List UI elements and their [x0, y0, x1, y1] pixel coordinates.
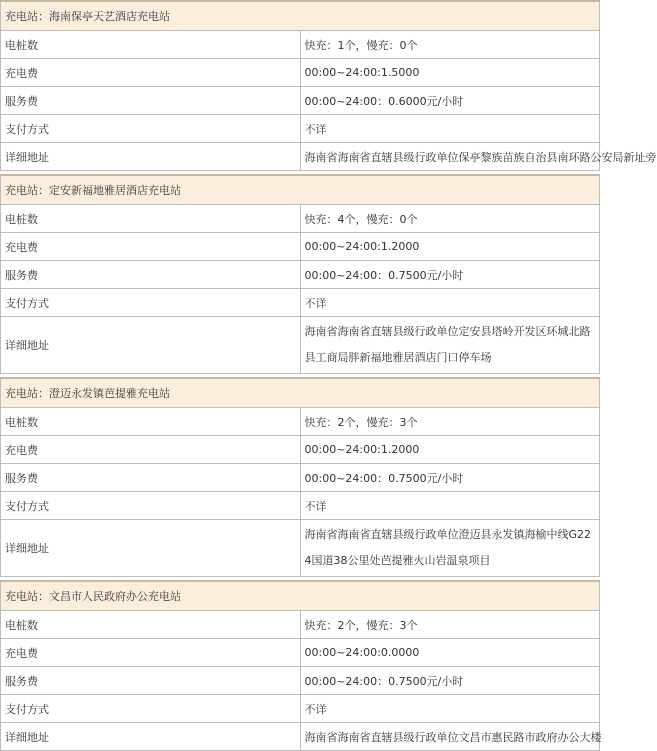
field-value: 00:00~24:00：0.6000元/小时 — [300, 87, 600, 115]
field-label: 支付方式 — [1, 289, 301, 317]
station-header-row — [1, 175, 600, 205]
field-value: 快充：2个，慢充：3个 — [300, 611, 600, 639]
table-row — [1, 520, 600, 577]
field-value: 00:00~24:00:1.2000 — [300, 436, 600, 464]
field-label: 服务费 — [1, 261, 301, 289]
field-value: 不详 — [300, 695, 600, 723]
field-label: 详细地址 — [1, 723, 301, 751]
field-value: 00:00~24:00：0.7500元/小时 — [300, 261, 600, 289]
table-row — [1, 639, 600, 667]
field-value: 快充：2个，慢充：3个 — [300, 408, 600, 436]
table-row — [1, 317, 600, 374]
station-table — [0, 580, 600, 751]
field-label: 详细地址 — [1, 143, 301, 171]
field-value: 海南省海南省直辖县级行政单位保亭黎族苗族自治县南环路公安局新址旁 — [300, 143, 600, 171]
field-value: 00:00~24:00:0.0000 — [300, 639, 600, 667]
field-label: 电桩数 — [1, 205, 301, 233]
field-label: 充电费 — [1, 233, 301, 261]
field-label: 服务费 — [1, 87, 301, 115]
field-label: 支付方式 — [1, 695, 301, 723]
table-row — [1, 464, 600, 492]
field-label: 详细地址 — [1, 317, 301, 374]
table-row — [1, 233, 600, 261]
field-label: 充电费 — [1, 436, 301, 464]
station-header-row — [1, 581, 600, 611]
field-value: 00:00~24:00：0.7500元/小时 — [300, 667, 600, 695]
field-label: 电桩数 — [1, 408, 301, 436]
table-row — [1, 492, 600, 520]
field-value: 00:00~24:00:1.5000 — [300, 59, 600, 87]
field-value: 快充：4个，慢充：0个 — [300, 205, 600, 233]
table-row — [1, 261, 600, 289]
table-row — [1, 115, 600, 143]
field-value: 海南省海南省直辖县级行政单位定安县塔岭开发区环城北路县工商局胖新福地雅居酒店门口停车场 — [300, 317, 600, 374]
table-row — [1, 143, 600, 171]
station-title: 充电站：文昌市人民政府办公充电站 — [1, 581, 600, 611]
field-label: 电桩数 — [1, 611, 301, 639]
field-label: 充电费 — [1, 59, 301, 87]
station-table — [0, 377, 600, 577]
table-row — [1, 695, 600, 723]
station-title: 充电站：定安新福地雅居酒店充电站 — [1, 175, 600, 205]
table-row — [1, 59, 600, 87]
table-row — [1, 723, 600, 751]
table-row — [1, 87, 600, 115]
field-value: 海南省海南省直辖县级行政单位文昌市惠民路市政府办公大楼 — [300, 723, 600, 751]
field-label: 电桩数 — [1, 31, 301, 59]
field-value: 快充：1个，慢充：0个 — [300, 31, 600, 59]
table-row — [1, 408, 600, 436]
field-value: 00:00~24:00:1.2000 — [300, 233, 600, 261]
table-row — [1, 611, 600, 639]
field-value: 不详 — [300, 115, 600, 143]
table-row — [1, 31, 600, 59]
field-value: 海南省海南省直辖县级行政单位澄迈县永发镇海榆中线G224国道38公里处芭提雅火山岩温泉项目 — [300, 520, 600, 577]
field-value: 不详 — [300, 289, 600, 317]
station-header-row — [1, 1, 600, 31]
field-label: 服务费 — [1, 464, 301, 492]
station-title: 充电站：澄迈永发镇芭提雅充电站 — [1, 378, 600, 408]
table-row — [1, 289, 600, 317]
field-label: 服务费 — [1, 667, 301, 695]
field-label: 支付方式 — [1, 492, 301, 520]
station-title: 充电站：海南保亭天艺酒店充电站 — [1, 1, 600, 31]
station-table — [0, 174, 600, 374]
table-row — [1, 667, 600, 695]
field-label: 支付方式 — [1, 115, 301, 143]
table-row — [1, 205, 600, 233]
table-row — [1, 436, 600, 464]
field-label: 详细地址 — [1, 520, 301, 577]
field-value: 不详 — [300, 492, 600, 520]
field-value: 00:00~24:00：0.7500元/小时 — [300, 464, 600, 492]
station-table — [0, 0, 657, 171]
station-header-row — [1, 378, 600, 408]
field-label: 充电费 — [1, 639, 301, 667]
